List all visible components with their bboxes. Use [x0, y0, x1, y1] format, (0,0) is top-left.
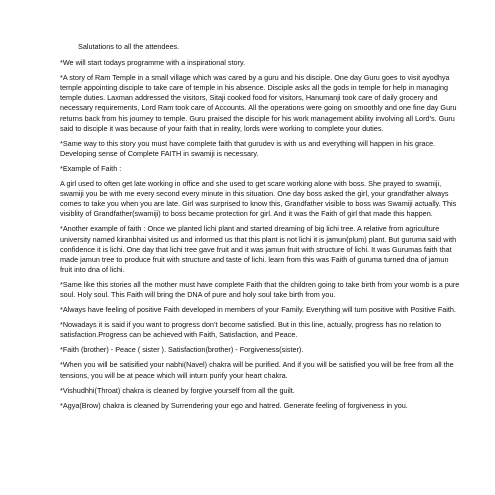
vishudhhi-chakra-paragraph: *Vishudhhi(Throat) chakra is cleaned by forgive yourself from all the guilt. — [60, 385, 295, 395]
faith-in-gurudev-paragraph: *Same way to this story you must have complete faith that gurudev is with us and everything will happen in his grace. Developing sense of Complete FAITH in swamiji is necessary. — [60, 138, 436, 158]
faith-peace-siblings-paragraph: *Faith (brother) - Peace ( sister ). Satisfaction(brother) - Forgiveness(sister). — [60, 345, 304, 355]
ram-temple-story-paragraph: *A story of Ram Temple in a small village which was cared by a guru and his disciple. One day Guru goes to visit ayodhya temple appointing disciple to take care of temple in his absence. Disciple asks all the gods in temple for help in managing temple duties. Laxman addressed the visitors, Sitaji cooked food for visitors, Hanumanji took care of daily grocery and necessary requirements, Lord Ram took care of Accounts. All the operations were going on smoothly and one fine day Guru returns back from his journey to temple. Guru praised the disciple for his work management ability involving all Lord’s. Guru said to disciple it was because of your faith that in reality, lords were working to complete your duties. — [60, 73, 457, 133]
agya-chakra-paragraph: *Agya(Brow) chakra is cleaned by Surrendering your ego and hatred. Generate feeling of forgiveness in you. — [60, 400, 408, 410]
positive-faith-family-paragraph: *Always have feeling of positive Faith developed in members of your Family. Everything will turn positive with Positive Faith. — [60, 305, 456, 315]
girl-office-story-paragraph: A girl used to often get late working in office and she used to get scare working alone with boss. She prayed to swamiji, swamiji you be with me every second every minute in this situation. One day boss asked the girl, your grandfather always comes to take you when you are late. Girl was surprised to know this, Grandfather visible to boss was Swamiji actually. This visiblity of Grandfather(swamiji) to boss became protection for girl. And it was the Faith of girl that made this happen. — [60, 179, 457, 219]
progress-satisfaction-paragraph: *Nowadays it is said if you want to progress don’t become satisfied. But in this line, actually, progress has no relation to satisfaction.Progress can be achieved with Faith, Satisfaction, and Peace. — [60, 320, 442, 340]
nabhi-chakra-paragraph: *When you will be satisified your nabhi(Navel) chakra will be purified. And if you will be satisfied you will be free from all the tensions, you will be at peace which will inturn purify your heart chakra. — [60, 360, 454, 380]
mother-faith-paragraph: *Same like this stories all the mother must have complete Faith that the children going to take birth from your womb is a pure soul. Holy soul. This Faith will bring the DNA of pure and holy soul take birth from you. — [60, 279, 460, 299]
programme-intro-paragraph: *We will start todays programme with a inspirational story. — [60, 58, 246, 68]
example-of-faith-heading: *Example of Faith : — [60, 163, 122, 173]
salutation-paragraph: Salutations to all the attendees. — [78, 42, 180, 51]
lichi-plant-story-paragraph: *Another example of faith : Once we planted lichi plant and started dreaming of big lichi tree. A relative from agriculture university named kiranbhai visited us and informed us that this plant is not lichi it is jamun(plum) plant. But guruma said with confidence it is lichi. One day that lichi tree gave fruit and it was jamun fruit with structure of lichi. It was Gurumas faith that made jamun tree to produce fruit with structure and taste of lichi. learn from this was Faith of guruma turned dna of jamun fruit into dna of lichi. — [60, 224, 457, 274]
